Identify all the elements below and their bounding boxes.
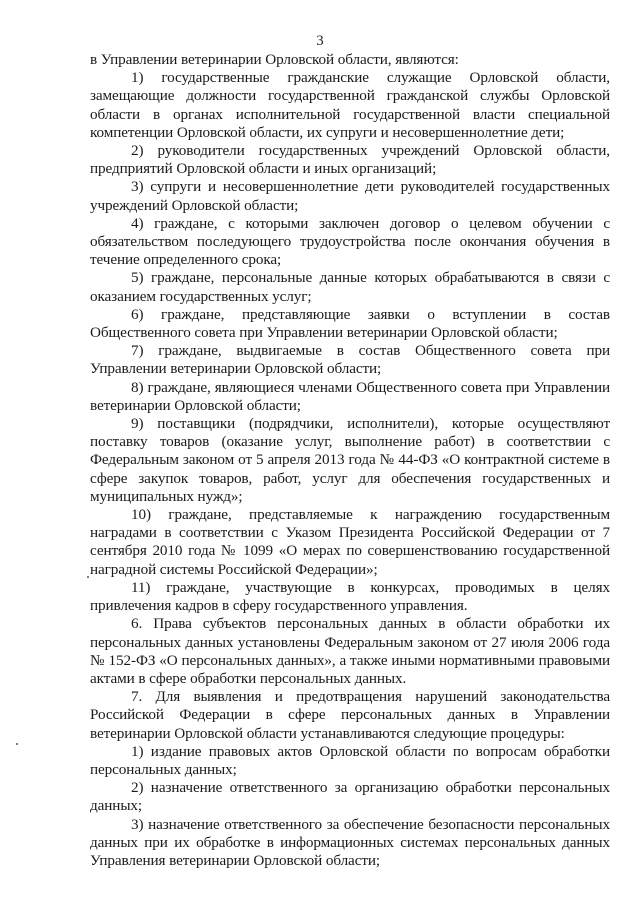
- section-6-paragraph: 6. Права субъектов персональных данных в области обработки их персональных данных установлены Федеральным законом от 27 июля 2006 года № 152-ФЗ «О персональных данных», а также иными нормативными правовыми актами в сфере обработки персональных данных.: [90, 615, 610, 687]
- paragraph-intro: в Управлении ветеринарии Орловской области, являются:: [90, 51, 459, 68]
- procedure-item-1: 1) издание правовых актов Орловской области по вопросам обработки персональных данных;: [90, 742, 610, 778]
- list-item-4: 4) граждане, с которыми заключен договор о целевом обучении с обязательством последующего трудоустройства после окончания обучения в течение определенного срока;: [90, 214, 610, 269]
- section-7-paragraph: 7. Для выявления и предотвращения нарушений законодательства Российской Федерации в сфере персональных данных в Управлении ветеринарии Орловской области устанавливаются следующие процедуры:: [90, 688, 610, 742]
- list-item-6: 6) граждане, представляющие заявки о вступлении в состав Общественного совета при Управлении ветеринарии Орловской области;: [90, 305, 610, 342]
- procedure-item-3: 3) назначение ответственного за обеспечение безопасности персональных данных при их обработке в информационных системах персональных данных Управления ветеринарии Орловской области;: [90, 815, 610, 869]
- list-item-2: 2) руководители государственных учреждений Орловской области, предприятий Орловской области и иных организаций;: [90, 142, 610, 178]
- scan-speck: [16, 743, 18, 745]
- document-body: [90, 51, 610, 870]
- procedure-item-2: 2) назначение ответственного за организацию обработки персональных данных;: [90, 779, 610, 815]
- list-item-11: 11) граждане, участвующие в конкурсах, проводимых в целях привлечения кадров в сферу государственного управления.: [90, 578, 610, 615]
- page-number: 3: [316, 33, 324, 49]
- list-item-10: 10) граждане, представляемые к награждению государственным наградами в соответствии с Указом Президента Российской Федерации от 7 сентября 2010 года № 1099 «О мерах по совершенствованию государственной наградной системы Российской Федерации»;: [90, 506, 610, 578]
- list-item-3: 3) супруги и несовершеннолетние дети руководителей государственных учреждений Орловской области;: [90, 178, 610, 214]
- list-item-5: 5) граждане, персональные данные которых обрабатываются в связи с оказанием государственных услуг;: [90, 269, 610, 305]
- list-item-1: 1) государственные гражданские служащие Орловской области, замещающие должности государственной гражданской службы Орловской области в органах исполнительной государственной власти специальной компетенции Орловской области, их супруги и несовершеннолетние дети;: [90, 69, 610, 141]
- list-item-7: 7) граждане, выдвигаемые в состав Общественного совета при Управлении ветеринарии Орловской области;: [90, 342, 610, 378]
- list-item-8: 8) граждане, являющиеся членами Общественного совета при Управлении ветеринарии Орловской области;: [90, 378, 610, 414]
- scan-speck: [87, 576, 89, 578]
- list-item-9: 9) поставщики (подрядчики, исполнители), которые осуществляют поставку товаров (оказание услуг, выполнение работ) в соответствии с Федеральным законом от 5 апреля 2013 года № 44-ФЗ «О контрактной системе в сфере закупок товаров, работ, услуг для обеспечения государственных и муниципальных нужд»;: [90, 415, 610, 505]
